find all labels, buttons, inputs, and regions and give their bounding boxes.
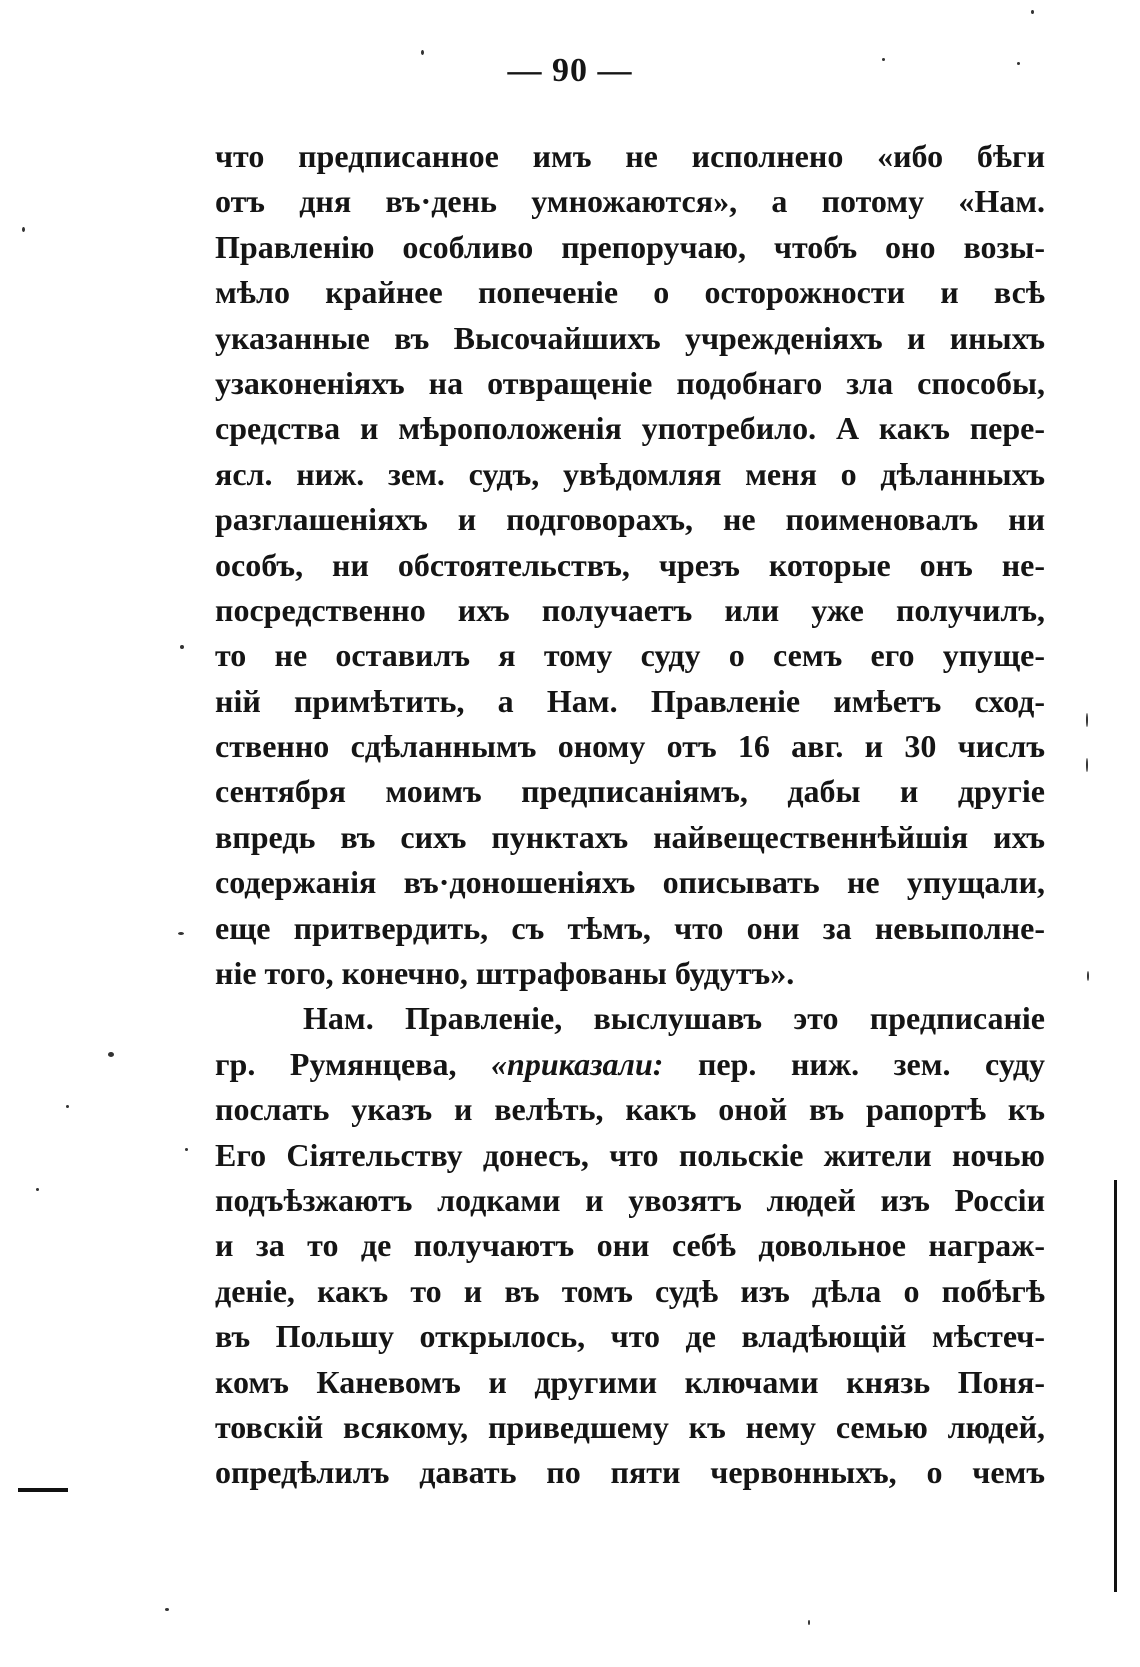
text-line: Его Сіятельству донесъ, что польскіе жители ночью — [215, 1136, 1045, 1173]
text-line: особъ, ни обстоятельствъ, чрезъ которые онъ не- — [215, 546, 1045, 583]
margin-dash-mark — [18, 1488, 68, 1492]
text-line: послать указъ и велѣть, какъ оной въ рапортѣ къ — [215, 1091, 1045, 1128]
speck — [36, 1188, 39, 1191]
speck — [108, 1052, 114, 1057]
speck — [808, 1620, 810, 1625]
speck — [66, 1105, 69, 1108]
text-run: пер. ниж. зем. суду — [697, 1045, 1045, 1082]
text-line: узаконеніяхъ на отвращеніе подобнаго зла способы, — [215, 364, 1045, 401]
text-line: ственно сдѣланнымъ оному отъ 16 авг. и 30 числъ — [215, 728, 1045, 765]
text-line: и за то де получаютъ они себѣ довольное награж- — [215, 1227, 1045, 1264]
text-line: подъѣзжаютъ лодками и увозятъ людей изъ Россіи — [215, 1181, 1045, 1218]
text-line: Правленію особливо препоручаю, чтобъ оно возы- — [215, 228, 1045, 265]
page-edge-line — [1114, 1180, 1117, 1592]
speck — [185, 1148, 188, 1151]
speck — [1086, 713, 1088, 727]
text-line: комъ Каневомъ и другими ключами князь Поня- — [215, 1363, 1045, 1400]
text-line: ясл. ниж. зем. судъ, увѣдомляя меня о дѣланныхъ — [215, 455, 1045, 492]
paragraph-2 — [215, 996, 1045, 1495]
text-line: въ Польшу открылось, что де владѣющій мѣстеч- — [215, 1318, 1045, 1355]
text-line: впредь въ сихъ пунктахъ найвещественнѣйшія ихъ — [215, 818, 1045, 855]
text-line: посредственно ихъ получаетъ или уже получилъ, — [215, 591, 1045, 628]
speck — [22, 227, 25, 232]
text-line: мѣло крайнее попеченіе о осторожности и всѣ — [215, 274, 1045, 311]
speck — [1087, 971, 1089, 981]
text-line: указанные въ Высочайшихъ учрежденіяхъ и иныхъ — [215, 319, 1045, 356]
text-line: средства и мѣроположенія употребило. А какъ пере- — [215, 410, 1045, 447]
text-line: отъ дня въ·день умножаются», а потому «Нам. — [215, 183, 1045, 220]
text-line: ній примѣтить, а Нам. Правленіе имѣетъ сход- — [215, 682, 1045, 719]
text-line-mixed — [215, 1042, 1045, 1087]
text-line: сентября моимъ предписаніямъ, дабы и другіе — [215, 773, 1045, 810]
page-number: — 90 — — [507, 52, 633, 89]
speck — [1031, 10, 1034, 14]
text-run: гр. Румянцева, — [215, 1045, 457, 1082]
speck — [165, 1608, 169, 1611]
paragraph-1 — [215, 134, 1045, 996]
text-line: деніе, какъ то и въ томъ судѣ изъ дѣла о побѣгѣ — [215, 1272, 1045, 1309]
text-line: то не оставилъ я тому суду о семъ его упуще- — [215, 637, 1045, 674]
text-line: опредѣлилъ давать по пяти червонныхъ, о чемъ — [215, 1454, 1045, 1491]
text-line: еще притвердить, съ тѣмъ, что они за невыполне- — [215, 909, 1045, 946]
text-line: что предписанное имъ не исполнено «ибо бѣги — [215, 138, 1045, 174]
speck — [178, 932, 184, 935]
text-line: Нам. Правленіе, выслушавъ это предписаніе — [303, 1000, 1045, 1037]
speck — [1086, 758, 1088, 772]
main-text — [215, 134, 1045, 1496]
text-line: содержанія въ·доношеніяхъ описывать не упущали, — [215, 864, 1045, 901]
text-line: товскій всякому, приведшему къ нему семью людей, — [215, 1408, 1045, 1445]
speck — [180, 645, 184, 649]
text-line: ніе того, конечно, штрафованы будутъ». — [215, 955, 795, 992]
emphasized-word: «приказали: — [491, 1045, 664, 1082]
text-line: разглашеніяхъ и подговорахъ, не поименовалъ ни — [215, 501, 1045, 538]
